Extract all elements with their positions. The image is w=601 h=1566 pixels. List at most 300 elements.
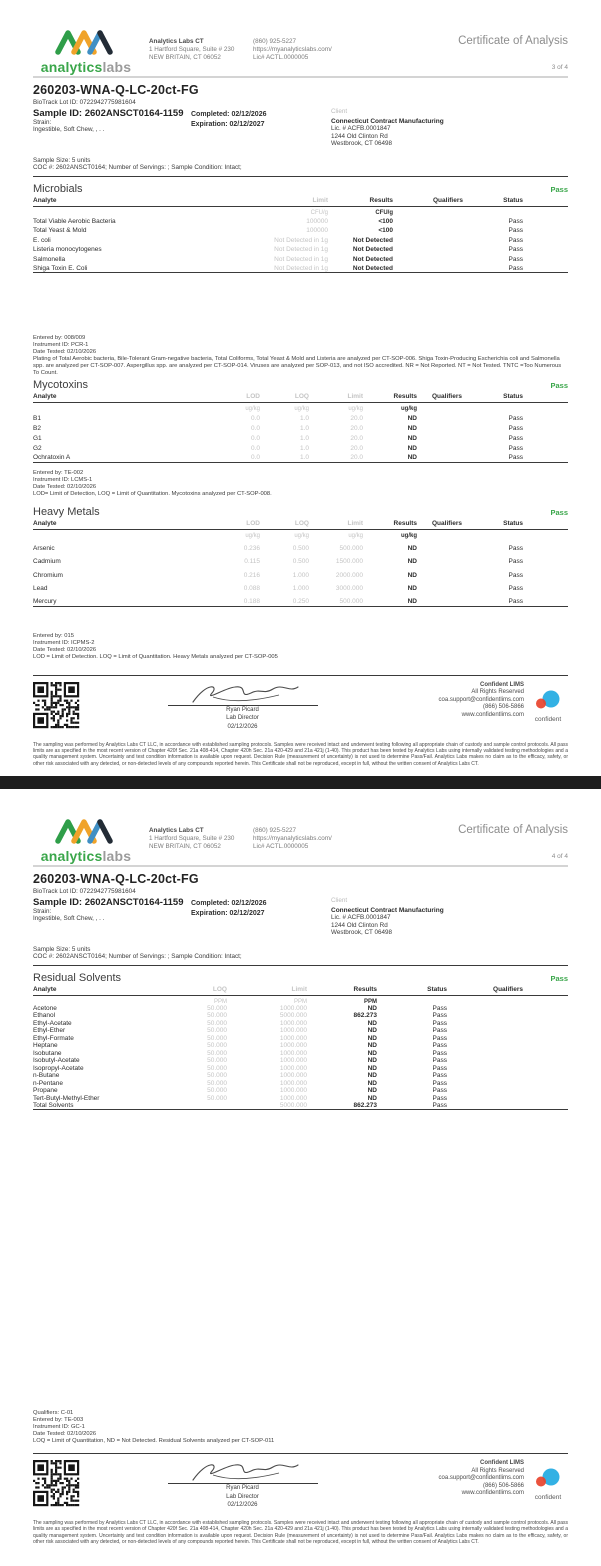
section-heavy-metals-header (33, 506, 568, 518)
cell-lod: 0.216 (243, 571, 260, 579)
confident-logo (528, 1458, 568, 1501)
cell-lod: 0.088 (243, 585, 260, 592)
cell-status: Pass (432, 1094, 447, 1102)
cell-results: ND (367, 1034, 377, 1042)
residual-solvents-notes (33, 1410, 568, 1445)
cell-results: ND (367, 1042, 377, 1049)
lims-info-block (404, 1458, 524, 1498)
lims-email: coa.support@confidentlims.com (438, 696, 524, 703)
heavy-metals-table (33, 520, 568, 607)
cell-loq: 1.0 (260, 452, 309, 462)
note-line: LOQ = Limit of Quantitation, ND = Not Detected. Residual Solvents analyzed per CT-SOP-011 (33, 1438, 275, 1444)
analytics-labs-logo-icon (54, 818, 118, 844)
cell-qualifiers (447, 1057, 568, 1065)
cell-analyte: Acetone (33, 1004, 57, 1012)
table-row (33, 422, 568, 432)
cell-loq: 50.000 (207, 1027, 227, 1034)
confident-wordmark: confident (534, 715, 562, 723)
cell-limit: 1000.000 (279, 1087, 307, 1094)
legal-disclaimer: The sampling was performed by Analytics Labs CT LLC, in accordance with established sampling protocols. Samples were received intact and underwent testing following all appropriate chain of custody and sample control protocols. All pass limits are as specified in the most recent version of Chapter 420f Sec. 21a 408-414, Chapter 420h Sec. 21a 420-429 and 21a 421j (1-40). This product has been tested by Analytics Labs using internally validated testing methodologies and a quality management system. Uncertainty and test condition information is available upon request. Decision Rule (measurement of uncertainty) is not used to determine Pass/Fail. Analytics Labs makes no claim as to the efficacy, safety, or other risk associated with any detected, or non-detected levels of any compounds reported herein. This Certificate shall not be reproduced, except in full, without the written consent of Analytics Labs CT. (33, 1520, 568, 1546)
note-line: Entered by: 008/009 (33, 335, 86, 341)
cell-qualifiers (447, 1035, 568, 1043)
cell-qualifiers (417, 442, 477, 452)
cell-limit: 1000.000 (279, 1004, 307, 1012)
cell-status: Pass (432, 1012, 447, 1019)
cell-analyte: Total Solvents (33, 1102, 163, 1110)
cell-results: 862.273 (353, 1012, 377, 1019)
company-contact-block (253, 818, 365, 863)
company-address-line2: NEW BRITAIN, CT 06052 (149, 54, 221, 61)
client-label: Client (331, 107, 348, 115)
client-address-line2: Westbrook, CT 06498 (331, 929, 393, 936)
note-line: LOD= Limit of Detection, LOQ = Limit of Quantitation. Mycotoxins analyzed per CT-SOP-008. (33, 490, 272, 497)
cell-loq: 50.000 (207, 1094, 227, 1102)
section-microbials-header (33, 183, 568, 195)
dates-block (191, 897, 331, 937)
cell-loq: 0.250 (260, 593, 309, 607)
lims-email: coa.support@confidentlims.com (438, 1475, 524, 1482)
cell-qualifiers (447, 1095, 568, 1103)
company-name: Analytics Labs CT (149, 38, 204, 45)
unit-blank (447, 995, 568, 1005)
cell-analyte: Isobutyl-Acetate (33, 1057, 80, 1064)
table-row (33, 566, 568, 580)
dates-block (191, 108, 331, 148)
sample-id-block (33, 108, 191, 148)
coc-line: COC #: 2602ANSCT0164; Number of Servings: ; Sample Condition: Intact; (33, 164, 242, 171)
table-row (33, 216, 568, 226)
cell-qualifiers (393, 263, 503, 273)
signer-name: Ryan Picard (226, 1485, 259, 1491)
table-row (33, 263, 568, 273)
strain-label: Strain: (33, 118, 52, 126)
cell-analyte: Cadmium (33, 558, 61, 565)
cell-lod: 0.0 (250, 414, 260, 422)
brand-logo (33, 818, 139, 863)
mycotoxins-notes (33, 470, 568, 498)
unit-results: ug/kg (401, 532, 417, 539)
col-status: Status (477, 393, 568, 403)
note-line: Date Tested: 02/10/2026 (33, 646, 97, 653)
signer-date: 02/12/2026 (227, 1502, 258, 1508)
cell-limit: Not Detected in 1g (274, 255, 328, 263)
client-block (331, 897, 568, 937)
analytics-labs-logo-icon (54, 29, 118, 55)
col-qualifiers: Qualifiers (447, 986, 568, 996)
lims-phone: (866) 506-5866 (482, 704, 524, 711)
cell-results: ND (407, 571, 417, 579)
cell-status: Pass (432, 1087, 447, 1094)
cell-analyte: Propane (33, 1087, 58, 1094)
cell-analyte: Isopropyl-Acetate (33, 1064, 84, 1072)
cell-results: ND (367, 1079, 377, 1087)
col-status: Status (477, 520, 568, 530)
page-number: 4 of 4 (551, 853, 568, 860)
col-limit: Limit (227, 986, 307, 996)
cell-analyte: Ethyl-Ether (33, 1027, 66, 1034)
lims-name: Confident LIMS (480, 1460, 524, 1466)
client-label: Client (331, 896, 348, 904)
lims-info-block (404, 680, 524, 720)
col-limit: Limit (309, 520, 363, 530)
cell-analyte: Listeria monocytogenes (33, 246, 102, 253)
unit-limit: PPM (293, 998, 307, 1005)
units-row (33, 529, 568, 539)
cell-results: ND (407, 444, 417, 452)
table-header-row (33, 986, 568, 996)
unit-limit: ug/kg (348, 532, 363, 539)
status-badge: Pass (550, 381, 568, 390)
company-address-block (149, 818, 253, 863)
cell-analyte: G2 (33, 444, 42, 452)
cell-analyte: n-Butane (33, 1072, 60, 1079)
cell-results: ND (407, 585, 417, 592)
section-mycotoxins-header (33, 379, 568, 391)
signature-block (81, 680, 404, 732)
cell-qualifiers (447, 1102, 568, 1110)
cell-limit: 20.0 (350, 414, 363, 422)
cell-lod: 0.0 (183, 452, 260, 462)
cell-lod: 0.236 (243, 544, 260, 552)
col-lod: LOD (183, 393, 260, 403)
client-name: Connecticut Contract Manufacturing (331, 906, 444, 914)
cell-results: ND (367, 1094, 377, 1102)
note-line: LOD = Limit of Detection. LOQ = Limit of Quantitation. Heavy Metals analyzed per CT-SOP-005 (33, 653, 278, 660)
cell-results: ND (367, 1027, 377, 1034)
cell-limit: 500.000 (339, 544, 363, 552)
cell-status: Pass (432, 1042, 447, 1049)
table-row (33, 1095, 568, 1103)
brand-word-analytics: analytics (40, 59, 103, 75)
heavy-metals-notes (33, 633, 568, 661)
client-license: Lic. # ACFB.0001847 (331, 125, 391, 132)
unit-blank (417, 529, 477, 539)
cell-analyte: Ethyl-Acetate (33, 1019, 72, 1027)
header-right (365, 818, 568, 863)
cell-analyte: Ethyl-Formate (33, 1034, 74, 1042)
cell-limit: 1000.000 (279, 1034, 307, 1042)
cell-analyte: B1 (33, 414, 41, 422)
table-row (33, 552, 568, 566)
note-line: Instrument ID: GC-1 (33, 1424, 85, 1430)
signature-block (81, 1458, 404, 1510)
biotrack-lot-id: BioTrack Lot ID: 0722942775981604 (33, 888, 136, 895)
cell-status: Pass (432, 1034, 447, 1042)
cell-results: Not Detected (352, 255, 393, 263)
company-name: Analytics Labs CT (149, 827, 204, 834)
cell-limit: 1000.000 (279, 1042, 307, 1049)
col-loq: LOQ (260, 393, 309, 403)
product-type: Ingestible, Soft Chew, , . . (33, 915, 105, 922)
status-badge: Pass (550, 973, 568, 983)
cell-qualifiers (417, 566, 477, 580)
unit-lod: ug/kg (245, 532, 260, 539)
cell-status: Pass (503, 263, 568, 273)
table-row (33, 593, 568, 607)
col-status: Status (377, 986, 447, 996)
note-line: Qualifiers: C-01 (33, 1410, 74, 1416)
section-residual-solvents-header (33, 972, 568, 984)
table-row (33, 235, 568, 245)
company-address-line2: NEW BRITAIN, CT 06052 (149, 843, 221, 850)
cell-results: ND (367, 1064, 377, 1072)
lims-rights: All Rights Reserved (471, 689, 524, 696)
microbials-table (33, 197, 568, 274)
table-row (33, 254, 568, 264)
cell-limit: Not Detected in 1g (274, 246, 328, 253)
cell-status: Pass (508, 444, 523, 452)
cell-loq (163, 1102, 227, 1110)
unit-blank (377, 995, 447, 1005)
table-row (33, 432, 568, 442)
cell-loq: 50.000 (207, 1034, 227, 1042)
col-status: Status (503, 197, 568, 207)
cell-lod: 0.0 (250, 444, 260, 452)
cell-results: <100 (378, 217, 393, 225)
cell-results: ND (407, 414, 417, 422)
confident-logo-icon (534, 690, 562, 710)
cell-qualifiers (447, 1087, 568, 1095)
cell-status: Pass (432, 1019, 447, 1027)
section-title: Microbials (33, 182, 83, 195)
cell-limit: 5000.000 (279, 1012, 307, 1019)
cell-loq: 1.0 (299, 444, 309, 452)
cell-results: ND (407, 434, 417, 442)
cell-qualifiers (417, 593, 477, 607)
unit-results: PPM (363, 998, 377, 1005)
cell-status: Pass (477, 593, 568, 607)
cell-status: Pass (508, 227, 523, 234)
biotrack-lot-id: BioTrack Lot ID: 0722942775981604 (33, 99, 136, 106)
page-header (33, 789, 568, 863)
note-line: Entered by: 015 (33, 632, 74, 639)
sample-size: Sample Size: 5 units (33, 945, 91, 953)
col-qualifiers: Qualifiers (417, 520, 477, 530)
header-divider (33, 865, 568, 867)
cell-analyte: Chromium (33, 571, 63, 579)
qr-code (33, 1458, 81, 1512)
sample-id: Sample ID: 2602ANSCT0164-1159 (33, 896, 184, 908)
cell-status: Pass (432, 1057, 447, 1064)
note-line: Plating of Total Aerobic bacteria, Bile-Tolerant Gram-negative bacteria, Total Coliforms, Total Yeast & Mold and Listeria are analyzed per CT-SOP-006. Shiga Toxin-Producing Escherichia coli and Salmonella spp. are analyzed per CT-SOP-007. Aspergillus spp. are analyzed per CT-SOP-014. Viruses are analyzed per SOP-013, and not ISO accredited. NR = Not Reported. NT = Not Tested. TNTC =Too Numerous To Count. (33, 356, 562, 376)
cell-qualifiers (417, 539, 477, 553)
cell-analyte: Mercury (33, 593, 183, 607)
cell-analyte: Lead (33, 585, 48, 592)
header-right (365, 29, 568, 74)
cell-lod: 0.188 (183, 593, 260, 607)
table-row (33, 1087, 568, 1095)
cell-analyte: Arsenic (33, 544, 55, 552)
col-results: Results (363, 393, 417, 403)
cell-limit: 1000.000 (279, 1094, 307, 1102)
table-row (33, 225, 568, 235)
cell-qualifiers (447, 1065, 568, 1073)
company-website: https://myanalyticslabs.com/ (253, 835, 332, 842)
cell-qualifiers (393, 254, 503, 264)
mycotoxins-table (33, 393, 568, 463)
cell-results: ND (367, 1087, 377, 1094)
unit-loq: PPM (213, 998, 227, 1005)
col-limit: Limit (309, 393, 363, 403)
note-line: Entered by: TE-003 (33, 1417, 84, 1423)
qr-code (33, 680, 81, 734)
brand-word-labs: labs (102, 848, 132, 864)
table-header-row (33, 393, 568, 403)
cell-lod: 0.115 (244, 558, 260, 565)
cell-loq: 50.000 (207, 1042, 227, 1049)
cell-limit: 1000.000 (279, 1049, 307, 1057)
unit-results: ug/kg (401, 406, 417, 412)
note-line: Instrument ID: PCR-1 (33, 342, 89, 348)
table-header-row (33, 197, 568, 207)
cell-loq: 50.000 (207, 1072, 227, 1079)
units-row (33, 206, 568, 216)
client-address-line1: 1244 Old Clinton Rd (331, 921, 388, 929)
cell-results: ND (407, 544, 417, 552)
cell-limit: 20.0 (309, 452, 363, 462)
cell-limit: Not Detected in 1g (263, 263, 328, 273)
table-row (33, 412, 568, 422)
company-address-block (149, 29, 253, 74)
cell-loq: 50.000 (207, 1087, 227, 1094)
client-name: Connecticut Contract Manufacturing (331, 117, 444, 125)
cell-loq: 50.000 (207, 1004, 227, 1012)
cell-loq: 1.000 (292, 571, 309, 579)
cell-qualifiers (393, 235, 503, 245)
section-title: Residual Solvents (33, 971, 122, 984)
section-title: Heavy Metals (33, 505, 100, 518)
brand-word-analytics: analytics (40, 848, 103, 864)
cell-limit: 100000 (306, 227, 328, 234)
unit-limit: ug/kg (348, 406, 363, 412)
cell-status: Pass (432, 1027, 447, 1034)
unit-blank (33, 403, 183, 413)
signer-title: Lab Director (226, 715, 259, 721)
expiration-date: Expiration: 02/12/2027 (191, 909, 265, 917)
cell-qualifiers (417, 412, 477, 422)
residual-solvents-table (33, 986, 568, 1111)
col-qualifiers: Qualifiers (393, 197, 503, 207)
table-row (33, 1072, 568, 1080)
table-row (33, 1057, 568, 1065)
table-row (33, 1027, 568, 1035)
table-row (33, 1042, 568, 1050)
company-address-line1: 1 Hartford Square, Suite # 230 (149, 835, 235, 842)
cell-limit: 2000.000 (335, 571, 363, 579)
cell-status: Pass (377, 1102, 447, 1110)
sample-name: 260203-WNA-Q-LC-20ct-FG (33, 872, 199, 886)
unit-blank (33, 206, 263, 216)
cell-results: ND (407, 558, 417, 565)
col-loq: LOQ (260, 520, 309, 530)
cell-qualifiers (447, 1020, 568, 1028)
cell-results: 862.273 (307, 1102, 377, 1110)
company-website: https://myanalyticslabs.com/ (253, 46, 332, 53)
page-header (33, 0, 568, 74)
sample-info-row (33, 897, 568, 937)
unit-loq: ug/kg (294, 406, 309, 412)
unit-lod: ug/kg (245, 406, 260, 412)
unit-loq: ug/kg (294, 532, 309, 539)
cell-status: Pass (508, 246, 523, 253)
col-analyte: Analyte (33, 986, 163, 996)
unit-blank (417, 403, 477, 413)
cell-status: Pass (508, 585, 523, 592)
lims-phone: (866) 506-5866 (482, 1482, 524, 1489)
cell-status: Pass (508, 544, 523, 552)
coc-line: COC #: 2602ANSCT0164; Number of Servings: ; Sample Condition: Intact; (33, 953, 242, 960)
cell-analyte: n-Pentane (33, 1079, 63, 1087)
cell-limit: 1000.000 (279, 1019, 307, 1027)
cell-results: ND (363, 452, 417, 462)
cell-limit: 20.0 (350, 444, 363, 452)
col-results: Results (328, 197, 393, 207)
cell-qualifiers (417, 432, 477, 442)
doc-title: Certificate of Analysis (458, 35, 568, 47)
cell-qualifiers (417, 579, 477, 593)
cell-status: Pass (508, 434, 523, 442)
client-address-line2: Westbrook, CT 06498 (331, 140, 393, 147)
lims-website: www.confidentlims.com (461, 711, 524, 718)
cell-status: Pass (432, 1004, 447, 1012)
section-title: Mycotoxins (33, 379, 89, 391)
col-qualifiers: Qualifiers (417, 393, 477, 403)
note-line: Entered by: TE-002 (33, 469, 84, 476)
legal-disclaimer: The sampling was performed by Analytics Labs CT LLC, in accordance with established sampling protocols. Samples were received intact and underwent testing following all appropriate chain of custody and sample control protocols. All pass limits are as specified in the most recent version of Chapter 420f Sec. 21a 408-414, Chapter 420h Sec. 21a 420-429 and 21a 421j (1-40). This product has been tested by Analytics Labs using internally validated testing methodologies and a quality management system. Uncertainty and test condition information is available upon request. Decision Rule (measurement of uncertainty) is not used to determine Pass/Fail. Analytics Labs makes no claim as to the efficacy, safety, or other risk associated with any detected, or non-detected levels of any compounds reported herein. This Certificate shall not be reproduced, except in full, without the written consent of Analytics Labs CT. (33, 741, 568, 767)
footer-divider (33, 675, 568, 676)
table-row (33, 1020, 568, 1028)
cell-loq: 1.0 (299, 434, 309, 442)
cell-lod: 0.0 (250, 424, 260, 432)
note-line: Instrument ID: ICPMS-2 (33, 639, 95, 646)
company-phone: (860) 925-5227 (253, 38, 297, 45)
sample-name: 260203-WNA-Q-LC-20ct-FG (33, 83, 199, 97)
table-row (33, 1065, 568, 1073)
cell-loq: 50.000 (207, 1079, 227, 1087)
brand-wordmark (33, 60, 139, 74)
status-badge: Pass (550, 507, 568, 517)
cell-qualifiers (417, 452, 477, 462)
cell-qualifiers (447, 1042, 568, 1050)
unit-blank (503, 206, 568, 216)
cell-limit: 100000 (306, 217, 328, 225)
section-divider (33, 176, 568, 177)
page-footer (33, 1458, 568, 1512)
expiration-date: Expiration: 02/12/2027 (191, 120, 265, 128)
cell-limit: 1000.000 (279, 1072, 307, 1079)
table-row (33, 1005, 568, 1013)
cell-status: Pass (508, 571, 523, 579)
cell-qualifiers (417, 422, 477, 432)
unit-limit: CFU/g (310, 209, 328, 216)
brand-logo (33, 29, 139, 74)
cell-results: ND (407, 424, 417, 432)
coa-page-4 (0, 789, 601, 1566)
cell-analyte: E. coli (33, 236, 51, 244)
signature-line (168, 705, 318, 706)
product-type: Ingestible, Soft Chew, , . . (33, 126, 105, 133)
cell-results: ND (367, 1049, 377, 1057)
cell-limit: 500.000 (309, 593, 363, 607)
header-divider (33, 76, 568, 78)
brand-wordmark (33, 849, 139, 863)
confident-logo (528, 680, 568, 723)
col-loq: LOQ (163, 986, 227, 996)
cell-status: Pass (432, 1072, 447, 1079)
note-line: Date Tested: 02/10/2026 (33, 349, 97, 355)
table-row (33, 1035, 568, 1043)
sample-size: Sample Size: 5 units (33, 156, 91, 164)
